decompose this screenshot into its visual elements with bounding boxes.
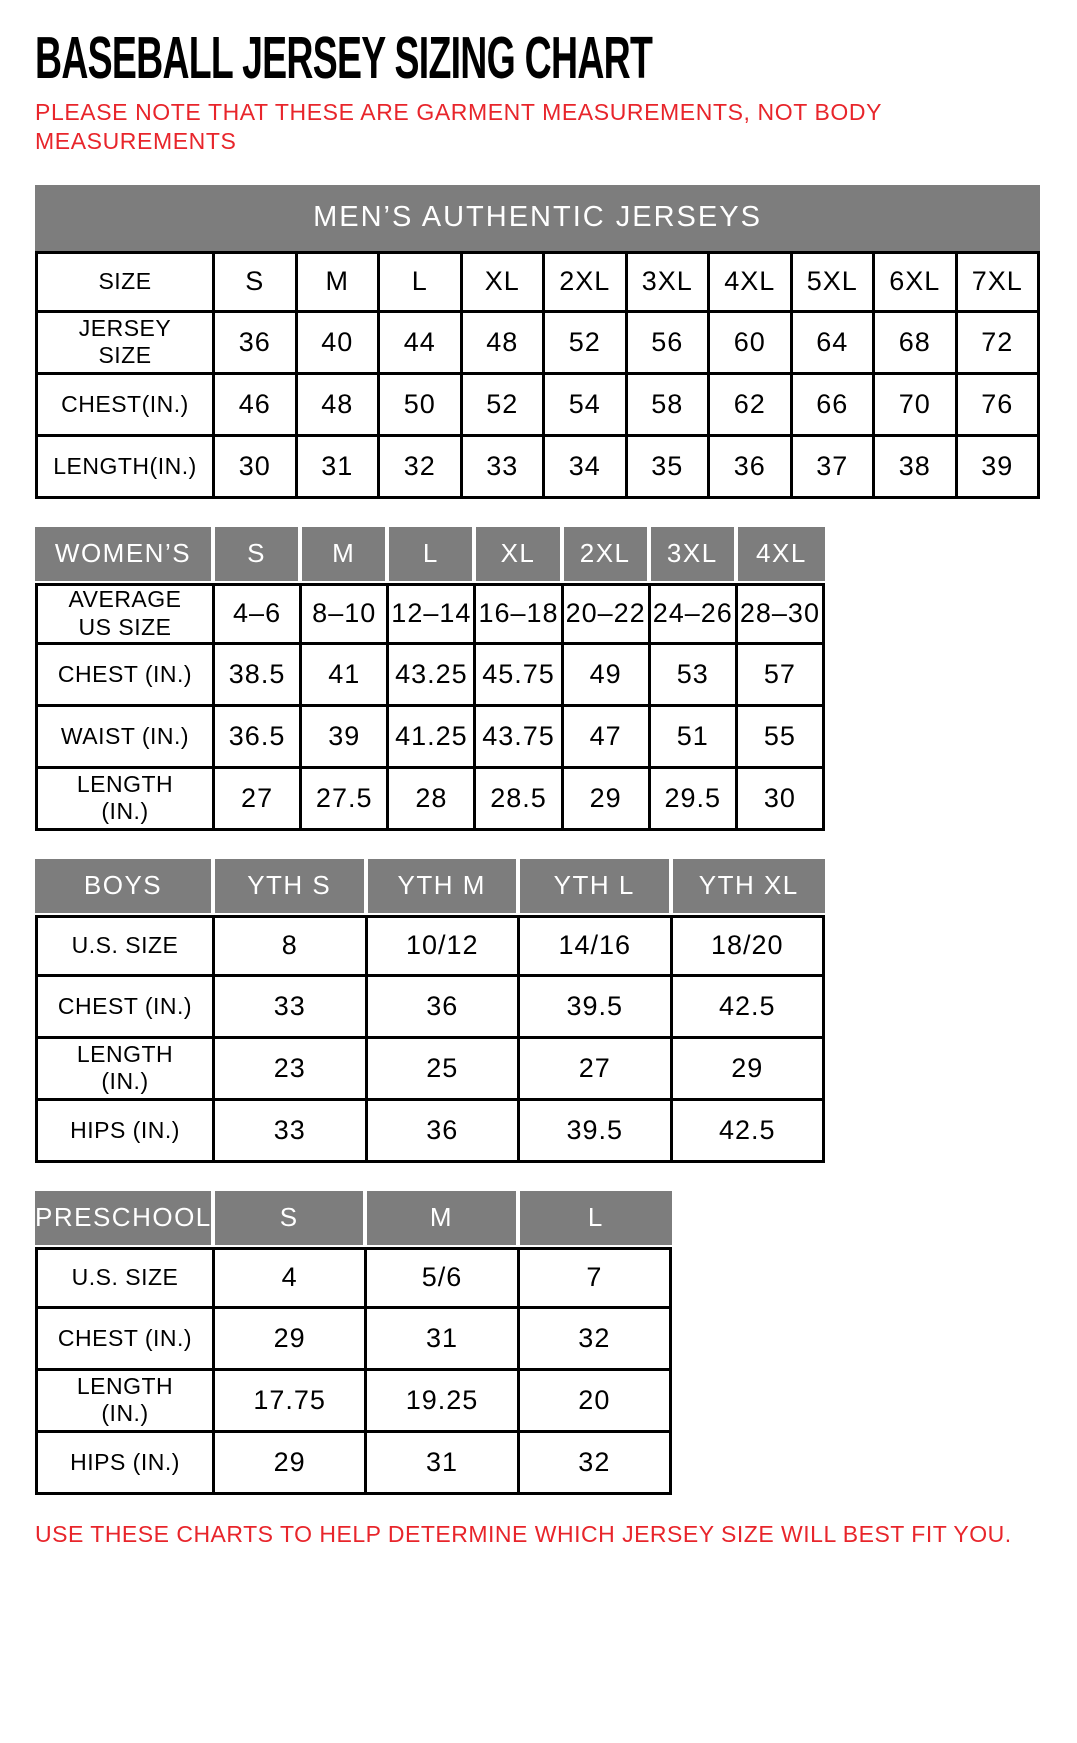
womens-table-section	[35, 527, 1041, 831]
boys-header-row	[35, 859, 825, 915]
value-cell: S	[215, 251, 298, 313]
value-cell: 4XL	[710, 251, 793, 313]
footer-note: USE THESE CHARTS TO HELP DETERMINE WHICH JERSEY SIZE WILL BEST FIT YOU.	[35, 1520, 1012, 1547]
value-cell: 43.75	[476, 707, 563, 769]
row-label-cell: LENGTH (IN.)	[35, 1371, 215, 1433]
table-row	[35, 1247, 672, 1309]
value-cell: 8	[215, 915, 368, 977]
row-label-cell: CHEST (IN.)	[35, 1309, 215, 1371]
value-cell: 45.75	[476, 645, 563, 707]
value-cell: M	[298, 251, 381, 313]
value-cell: 51	[651, 707, 738, 769]
value-cell: 33	[215, 977, 368, 1039]
value-cell: 34	[545, 437, 628, 499]
table-row	[35, 1309, 672, 1371]
size-header-cell: S	[215, 527, 302, 583]
value-cell: 27	[520, 1039, 673, 1101]
measurement-note: PLEASE NOTE THAT THESE ARE GARMENT MEASUREMENTS, NOT BODY MEASUREMENTS	[35, 99, 882, 155]
row-label-cell: JERSEY SIZE	[35, 313, 215, 375]
value-cell: 64	[793, 313, 876, 375]
row-label-cell: LENGTH (IN.)	[35, 769, 215, 831]
value-cell: 4	[215, 1247, 367, 1309]
row-label-cell: AVERAGE US SIZE	[35, 583, 215, 645]
value-cell: 33	[215, 1101, 368, 1163]
value-cell: 62	[710, 375, 793, 437]
value-cell: 23	[215, 1039, 368, 1101]
table-row	[35, 1039, 825, 1101]
table-title-cell: PRESCHOOL	[35, 1191, 215, 1247]
value-cell: 32	[380, 437, 463, 499]
size-header-cell: YTH M	[368, 859, 521, 915]
value-cell: 39	[958, 437, 1041, 499]
value-cell: 31	[298, 437, 381, 499]
value-cell: 12–14	[389, 583, 476, 645]
value-cell: 36	[710, 437, 793, 499]
value-cell: 39	[302, 707, 389, 769]
value-cell: 7	[520, 1247, 672, 1309]
table-row	[35, 375, 1040, 437]
value-cell: 20	[520, 1371, 672, 1433]
value-cell: 3XL	[628, 251, 711, 313]
value-cell: 48	[463, 313, 546, 375]
row-label-cell: CHEST (IN.)	[35, 645, 215, 707]
value-cell: 36	[368, 1101, 521, 1163]
value-cell: 42.5	[673, 977, 826, 1039]
table-row	[35, 707, 825, 769]
value-cell: 47	[564, 707, 651, 769]
value-cell: 6XL	[875, 251, 958, 313]
row-label-cell: HIPS (IN.)	[35, 1101, 215, 1163]
value-cell: 28–30	[738, 583, 825, 645]
value-cell: 42.5	[673, 1101, 826, 1163]
value-cell: 14/16	[520, 915, 673, 977]
value-cell: 38	[875, 437, 958, 499]
value-cell: 37	[793, 437, 876, 499]
table-title-cell: BOYS	[35, 859, 215, 915]
boys-table	[35, 859, 825, 1163]
value-cell: 18/20	[673, 915, 826, 977]
value-cell: 49	[564, 645, 651, 707]
value-cell: 29	[215, 1433, 367, 1495]
row-label-cell: U.S. SIZE	[35, 1247, 215, 1309]
size-header-cell: YTH XL	[673, 859, 826, 915]
value-cell: 72	[958, 313, 1041, 375]
value-cell: 27.5	[302, 769, 389, 831]
value-cell: 2XL	[545, 251, 628, 313]
value-cell: 38.5	[215, 645, 302, 707]
value-cell: 58	[628, 375, 711, 437]
value-cell: 36	[215, 313, 298, 375]
value-cell: 17.75	[215, 1371, 367, 1433]
row-label-cell: LENGTH (IN.)	[35, 1039, 215, 1101]
table-row	[35, 915, 825, 977]
value-cell: 66	[793, 375, 876, 437]
value-cell: 52	[463, 375, 546, 437]
value-cell: 53	[651, 645, 738, 707]
value-cell: 70	[875, 375, 958, 437]
size-header-cell: L	[520, 1191, 672, 1247]
value-cell: 50	[380, 375, 463, 437]
value-cell: 44	[380, 313, 463, 375]
size-header-cell: 2XL	[564, 527, 651, 583]
value-cell: 41	[302, 645, 389, 707]
table-row	[35, 437, 1040, 499]
size-header-cell: XL	[476, 527, 563, 583]
row-label-cell: LENGTH(IN.)	[35, 437, 215, 499]
row-label-cell: SIZE	[35, 251, 215, 313]
preschool-header-row	[35, 1191, 672, 1247]
value-cell: 32	[520, 1309, 672, 1371]
row-label-cell: U.S. SIZE	[35, 915, 215, 977]
table-row	[35, 251, 1040, 313]
value-cell: 56	[628, 313, 711, 375]
table-row	[35, 769, 825, 831]
boys-table-section	[35, 859, 1041, 1163]
value-cell: 29	[215, 1309, 367, 1371]
table-row	[35, 313, 1040, 375]
row-label-cell: CHEST(IN.)	[35, 375, 215, 437]
value-cell: 5XL	[793, 251, 876, 313]
value-cell: 54	[545, 375, 628, 437]
value-cell: 39.5	[520, 977, 673, 1039]
mens-table-section	[35, 185, 1041, 499]
value-cell: 55	[738, 707, 825, 769]
size-header-cell: S	[215, 1191, 367, 1247]
value-cell: 29	[564, 769, 651, 831]
value-cell: 68	[875, 313, 958, 375]
value-cell: 46	[215, 375, 298, 437]
value-cell: 7XL	[958, 251, 1041, 313]
value-cell: 29.5	[651, 769, 738, 831]
value-cell: 48	[298, 375, 381, 437]
value-cell: 28	[389, 769, 476, 831]
value-cell: 28.5	[476, 769, 563, 831]
value-cell: 36.5	[215, 707, 302, 769]
value-cell: 16–18	[476, 583, 563, 645]
value-cell: 5/6	[367, 1247, 519, 1309]
value-cell: 36	[368, 977, 521, 1039]
value-cell: 41.25	[389, 707, 476, 769]
value-cell: XL	[463, 251, 546, 313]
size-header-cell: YTH S	[215, 859, 368, 915]
page-title: BASEBALL JERSEY SIZING CHART	[35, 25, 653, 92]
value-cell: 52	[545, 313, 628, 375]
value-cell: 76	[958, 375, 1041, 437]
value-cell: 8–10	[302, 583, 389, 645]
mens-authentic-jerseys-banner: MEN’S AUTHENTIC JERSEYS	[35, 185, 1040, 251]
table-row	[35, 1433, 672, 1495]
value-cell: 30	[215, 437, 298, 499]
size-header-cell: M	[302, 527, 389, 583]
value-cell: 25	[368, 1039, 521, 1101]
table-row	[35, 977, 825, 1039]
size-header-cell: 3XL	[651, 527, 738, 583]
value-cell: 33	[463, 437, 546, 499]
value-cell: 40	[298, 313, 381, 375]
size-header-cell: L	[389, 527, 476, 583]
value-cell: 19.25	[367, 1371, 519, 1433]
table-row	[35, 1101, 825, 1163]
value-cell: 39.5	[520, 1101, 673, 1163]
mens-authentic-jerseys-table	[35, 251, 1040, 499]
value-cell: 30	[738, 769, 825, 831]
table-row	[35, 1371, 672, 1433]
value-cell: 27	[215, 769, 302, 831]
value-cell: 10/12	[368, 915, 521, 977]
value-cell: 57	[738, 645, 825, 707]
value-cell: 31	[367, 1433, 519, 1495]
womens-header-row	[35, 527, 825, 583]
value-cell: 31	[367, 1309, 519, 1371]
preschool-table	[35, 1191, 672, 1495]
preschool-table-section	[35, 1191, 1041, 1495]
value-cell: 24–26	[651, 583, 738, 645]
row-label-cell: CHEST (IN.)	[35, 977, 215, 1039]
value-cell: 4–6	[215, 583, 302, 645]
row-label-cell: HIPS (IN.)	[35, 1433, 215, 1495]
value-cell: 35	[628, 437, 711, 499]
table-row	[35, 583, 825, 645]
size-header-cell: YTH L	[520, 859, 673, 915]
value-cell: 43.25	[389, 645, 476, 707]
row-label-cell: WAIST (IN.)	[35, 707, 215, 769]
value-cell: 29	[673, 1039, 826, 1101]
size-header-cell: 4XL	[738, 527, 825, 583]
value-cell: 32	[520, 1433, 672, 1495]
value-cell: L	[380, 251, 463, 313]
value-cell: 60	[710, 313, 793, 375]
size-header-cell: M	[367, 1191, 519, 1247]
womens-table	[35, 527, 825, 831]
table-title-cell: WOMEN’S	[35, 527, 215, 583]
table-row	[35, 645, 825, 707]
value-cell: 20–22	[564, 583, 651, 645]
